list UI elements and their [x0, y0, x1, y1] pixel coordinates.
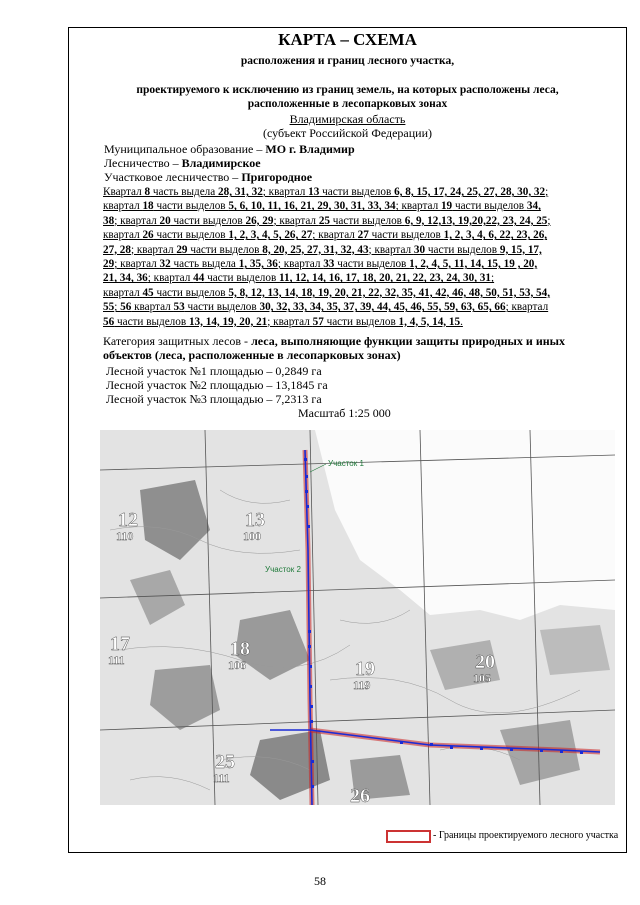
quarter-value: 27, 28: [103, 243, 131, 256]
quarter-text: части выделов: [153, 229, 229, 242]
quarters-line: [103, 315, 621, 329]
quarter-value: 18: [142, 200, 154, 213]
quarter-value: 33: [323, 258, 335, 270]
plot-1-label: Участок 1: [328, 459, 364, 468]
quarter-value: 30: [413, 243, 426, 256]
map-subtitle-1: расположения и границ лесного участка,: [240, 55, 455, 67]
quarter-value: 34,: [526, 200, 541, 213]
quarter-num: 17: [110, 633, 130, 655]
quarter-sub: 110: [116, 529, 134, 543]
quarters-line: [103, 300, 621, 314]
quarter-value: 26: [142, 229, 154, 242]
quarter-num: 25: [215, 751, 235, 773]
quarter-value: 29: [176, 243, 188, 256]
quarter-text: части выделов: [187, 243, 263, 256]
quarter-text: ; квартал: [277, 258, 324, 270]
quarter-value: 29: [103, 258, 115, 270]
quarters-line: [103, 243, 621, 257]
quarter-text: части выделов: [334, 258, 410, 270]
region-name: Владимирская область: [289, 112, 406, 126]
map-title: КАРТА – СХЕМА: [278, 30, 417, 49]
legend-swatch: [386, 830, 431, 843]
quarter-value: 32: [159, 258, 171, 270]
quarters-line: [103, 214, 621, 228]
forest-patch: [540, 625, 610, 675]
quarter-text: части выделов: [425, 243, 500, 256]
quarter-value: 8: [144, 186, 151, 198]
quarter-value: 20: [159, 214, 171, 227]
quarter-value: 19: [440, 200, 453, 213]
quarter-text: ;: [491, 272, 495, 285]
quarter-value: 8, 20, 25, 27, 31, 32, 43: [262, 243, 369, 256]
page-number: 58: [314, 874, 326, 888]
quarter-text: ; квартал: [147, 272, 194, 285]
quarter-text: ;: [114, 301, 121, 314]
quarter-text: Квартал: [103, 186, 145, 198]
quarter-text: часть выдела: [150, 186, 219, 198]
quarter-value: 5, 6, 10, 11, 16, 21, 29, 30, 31, 33, 34: [228, 200, 396, 213]
quarter-value: 1, 2, 3, 4, 5, 26, 27: [228, 229, 313, 242]
quarter-text: ; квартал: [114, 214, 160, 227]
quarters-line: [103, 185, 621, 199]
quarter-text: части выделов: [170, 214, 246, 227]
quarter-value: 13: [308, 186, 320, 198]
quarter-text: ; квартал: [273, 214, 319, 227]
legend-label: - Границы проектируемого лесного участка: [433, 830, 619, 841]
quarter-value: 1, 35, 36: [238, 258, 278, 270]
quarter-text: части выделов: [184, 301, 260, 314]
quarter-value: 57: [312, 315, 324, 328]
category-line: Категория защитных лесов - леса, выполняющие функции защиты природных и иных: [103, 334, 566, 348]
quarter-text: квартал: [131, 301, 174, 314]
quarter-text: квартал: [103, 286, 143, 299]
quarter-text: ; квартал: [312, 229, 358, 242]
plot-area-1: Лесной участок №1 площадью – 0,2849 га: [106, 364, 322, 378]
district-line: Участковое лесничество – Пригородное: [104, 170, 313, 184]
quarter-text: части выделов: [153, 200, 229, 213]
quarter-text: часть выдела: [170, 258, 239, 270]
quarter-text: квартал: [103, 229, 143, 242]
quarter-text: части выделов: [319, 186, 395, 198]
quarter-value: 44: [193, 272, 205, 285]
quarter-value: 56: [120, 301, 132, 314]
quarter-text: ; квартал: [395, 200, 441, 213]
quarter-num: 13: [245, 509, 265, 531]
quarter-sub: 100: [243, 529, 261, 543]
quarter-value: 6, 9, 12,13, 19,20,22, 23, 24, 25: [404, 214, 548, 227]
quarters-line: [103, 257, 621, 271]
quarter-value: 28, 31, 32: [218, 186, 263, 198]
forest-map: [100, 430, 615, 805]
quarter-sub: 105: [473, 671, 491, 685]
quarter-value: 30, 32, 33, 34, 35, 37, 39, 44, 45, 46, 55, 59, 63, 65, 66: [259, 301, 506, 314]
quarter-value: 55: [103, 301, 115, 314]
category-line-2: объектов (леса, расположенные в лесопарковых зонах): [103, 348, 401, 362]
quarter-num: 12: [118, 509, 138, 531]
region-note: (субъект Российской Федерации): [262, 126, 433, 140]
quarter-value: 53: [173, 301, 185, 314]
quarter-value: 56: [103, 315, 115, 328]
quarter-text: части выделов: [452, 200, 527, 213]
quarter-text: ; квартал: [267, 315, 313, 328]
quarter-text: части выделов: [153, 286, 229, 299]
quarter-num: 26: [350, 785, 370, 805]
plot-2-label: Участок 2: [265, 565, 301, 574]
quarter-sub: 111: [213, 771, 230, 785]
quarter-value: 26, 29: [245, 214, 274, 227]
plot-area-2: Лесной участок №2 площадью – 13,1845 га: [106, 378, 328, 392]
map-subtitle-2: проектируемого к исключению из границ земель, на которых расположены леса,: [136, 84, 559, 96]
quarter-text: части выделов: [204, 272, 280, 285]
quarter-num: 19: [355, 658, 375, 680]
quarters-line: [103, 271, 621, 285]
quarter-value: 21, 34, 36: [103, 272, 148, 285]
quarter-text: ; квартал: [130, 243, 177, 256]
quarter-text: .: [460, 315, 463, 328]
quarter-value: 38: [103, 214, 115, 227]
quarter-value: 13, 14, 19, 20, 21: [188, 315, 268, 328]
quarter-value: 27: [357, 229, 369, 242]
quarter-text: части выделов: [368, 229, 444, 242]
quarter-value: 25: [318, 214, 330, 227]
quarter-text: ;: [545, 186, 549, 198]
quarter-value: 5, 8, 12, 13, 14, 18, 19, 20, 21, 22, 32, 35, 41, 42, 46, 48, 50, 51, 53, 54,: [228, 286, 551, 299]
quarter-sub: 106: [228, 658, 246, 672]
quarter-num: 18: [230, 638, 250, 660]
map-subtitle-3: расположенные в лесопарковых зонах: [247, 98, 448, 110]
quarter-text: части выделов: [323, 315, 399, 328]
quarter-text: ; квартал: [262, 186, 309, 198]
quarter-text: части выделов: [330, 214, 405, 227]
quarter-text: части выделов: [114, 315, 189, 328]
quarter-text: квартал: [103, 200, 143, 213]
quarter-num: 20: [475, 651, 495, 673]
map-scale: Масштаб 1:25 000: [298, 406, 391, 420]
quarter-text: ; квартал: [114, 258, 160, 270]
quarter-value: 9, 15, 17,: [499, 243, 542, 256]
quarter-value: 1, 2, 4, 5, 11, 14, 15, 19 , 20,: [409, 258, 538, 270]
quarter-sub: 119: [353, 678, 371, 692]
plot-area-3: Лесной участок №3 площадью – 7,2313 га: [106, 392, 322, 406]
forestry-line: Лесничество – Владимирское: [104, 156, 261, 170]
municipality-line: Муниципальное образование – МО г. Владимир: [104, 142, 355, 156]
quarters-line: [103, 228, 621, 242]
quarter-text: ;: [547, 214, 551, 227]
quarter-text: ; квартал: [368, 243, 414, 256]
quarter-sub: 111: [108, 653, 125, 667]
quarter-value: 6, 8, 15, 17, 24, 25, 27, 28, 30, 32: [394, 186, 546, 198]
quarter-value: 11, 12, 14, 16, 17, 18, 20, 21, 22, 23, 24, 30, 31: [279, 272, 491, 285]
quarters-line: [103, 199, 621, 213]
quarters-line: [103, 286, 621, 300]
quarter-value: 1, 2, 3, 4, 6, 22, 23, 26,: [443, 229, 548, 242]
quarter-value: 45: [142, 286, 154, 299]
quarter-text: ; квартал: [505, 301, 549, 314]
quarter-value: 1, 4, 5, 14, 15: [398, 315, 461, 328]
